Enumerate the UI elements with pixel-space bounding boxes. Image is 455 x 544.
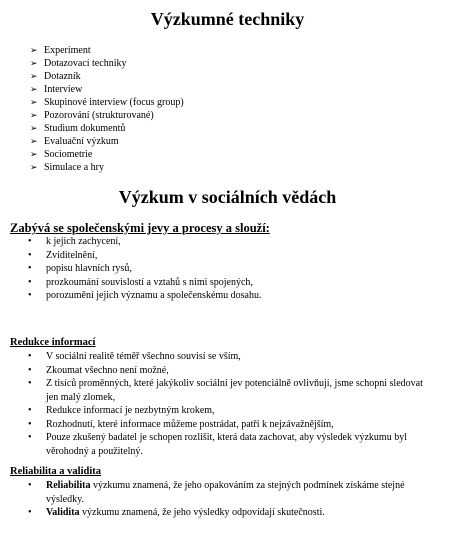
list-item-text: Pouze zkušený badatel je schopen rozlišit, která data zachovat, aby výsledek výzkumu byl věrohodný a použitelný. <box>46 432 407 457</box>
list-item <box>30 135 184 148</box>
bullet-icon: • <box>28 405 32 416</box>
list-item <box>16 276 446 290</box>
list-item-text: Studium dokumentů <box>44 123 126 134</box>
list-item-text: Zviditelnění, <box>46 249 98 261</box>
section-heading: Reliabilita a validita <box>10 466 102 477</box>
reduction-list <box>16 350 434 458</box>
bullet-icon: • <box>28 276 32 288</box>
reliability-list <box>16 479 434 520</box>
list-item <box>30 70 184 83</box>
list-item <box>16 506 434 520</box>
page-title: Výzkumné techniky <box>150 9 305 29</box>
list-item-text: Dotazník <box>44 71 81 82</box>
list-item <box>30 57 184 70</box>
purpose-list <box>16 235 446 303</box>
list-item-text: Zkoumat všechno není možné, <box>46 364 169 376</box>
list-item <box>16 364 434 378</box>
bullet-icon: • <box>28 432 32 443</box>
arrow-bullet-icon: ➢ <box>30 84 38 94</box>
arrow-bullet-icon: ➢ <box>30 123 38 133</box>
list-item <box>30 148 184 161</box>
list-item-text: V sociální realitě téměř všechno souvisí se vším, <box>46 351 241 362</box>
list-item-text: Z tisíců proměnných, které jakýkoliv sociální jev potenciálně ovlivňují, jsme schopni sledovat jen malý zlomek, <box>46 378 423 403</box>
bullet-icon: • <box>28 480 32 491</box>
list-item <box>16 249 446 263</box>
list-item <box>30 83 184 96</box>
list-item-text: Dotazovací techniky <box>44 58 127 69</box>
list-item <box>16 350 434 364</box>
list-item <box>16 404 434 418</box>
list-item-text: Redukce informací je nezbytným krokem, <box>46 405 215 416</box>
bullet-icon: • <box>28 364 32 376</box>
list-item <box>30 96 184 109</box>
arrow-bullet-icon: ➢ <box>30 136 38 146</box>
list-item-text: Sociometrie <box>44 149 93 160</box>
list-item-text: Rozhodnutí, které informace můžeme postrádat, patří k nejzávažnějším, <box>46 418 334 430</box>
list-item <box>30 109 184 122</box>
list-item-text: Experiment <box>44 45 91 56</box>
arrow-bullet-icon: ➢ <box>30 45 38 55</box>
list-item <box>16 377 434 404</box>
list-item-text: Simulace a hry <box>44 162 104 173</box>
list-item-text: popisu hlavních rysů, <box>46 263 132 274</box>
list-item <box>30 122 184 135</box>
list-item <box>16 431 434 458</box>
list-item-text: porozumění jejich významu a společenskému dosahu. <box>46 290 262 301</box>
bullet-icon: • <box>28 263 32 274</box>
list-item <box>16 289 446 303</box>
arrow-bullet-icon: ➢ <box>30 162 38 172</box>
list-item-text: Pozorování (strukturované) <box>44 110 154 121</box>
arrow-bullet-icon: ➢ <box>30 97 38 107</box>
list-item <box>16 262 446 276</box>
list-item <box>30 44 184 57</box>
arrow-bullet-icon: ➢ <box>30 149 38 159</box>
section-title: Výzkum v sociálních vědách <box>118 187 337 207</box>
arrow-bullet-icon: ➢ <box>30 58 38 68</box>
bullet-icon: • <box>28 290 32 301</box>
list-item-text: výzkumu znamená, že jeho opakováním za stejných podmínek získáme stejné výsledky. <box>46 480 405 505</box>
bullet-icon: • <box>28 236 32 247</box>
bullet-icon: • <box>28 507 32 518</box>
bullet-icon: • <box>28 351 32 362</box>
term-validity: Validita <box>46 507 80 518</box>
term-reliability: Reliabilita <box>46 480 91 491</box>
list-item <box>16 479 434 506</box>
arrow-bullet-icon: ➢ <box>30 110 38 120</box>
list-item <box>16 418 434 432</box>
arrow-bullet-icon: ➢ <box>30 71 38 81</box>
list-item-text: Interview <box>44 84 83 95</box>
list-item-text: Evaluační výzkum <box>44 136 119 147</box>
list-item-text: výzkumu znamená, že jeho výsledky odpovídají skutečnosti. <box>79 507 325 518</box>
bullet-icon: • <box>28 378 32 389</box>
list-item-text: Skupinové interview (focus group) <box>44 97 184 108</box>
list-item-text: prozkoumání souvislostí a vztahů s nimi spojených, <box>46 276 253 288</box>
section-heading: Redukce informací <box>10 337 96 348</box>
techniques-list <box>30 44 184 174</box>
list-item <box>30 161 184 174</box>
section-heading: Zabývá se společenskými jevy a procesy a slouží: <box>10 221 270 235</box>
list-item-text: k jejich zachycení, <box>46 236 121 247</box>
bullet-icon: • <box>28 249 32 261</box>
bullet-icon: • <box>28 418 32 430</box>
list-item <box>16 235 446 249</box>
